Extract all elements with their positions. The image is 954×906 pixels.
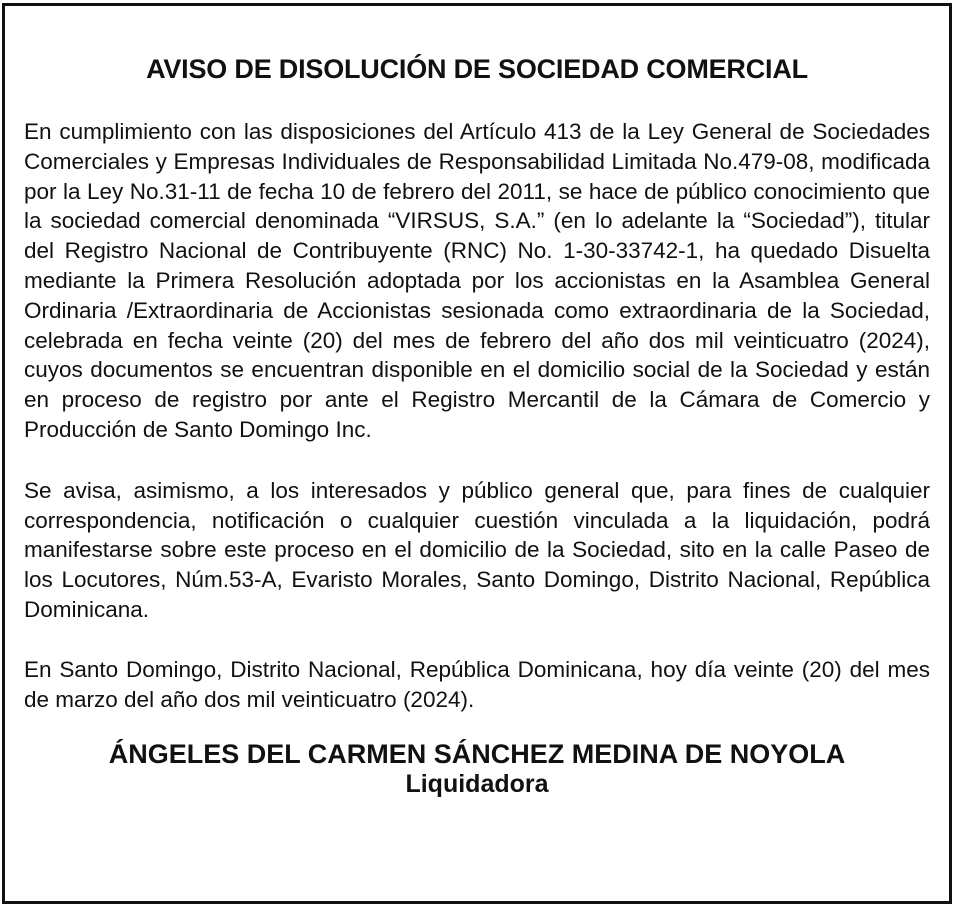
signatory-name: ÁNGELES DEL CARMEN SÁNCHEZ MEDINA DE NOYOLA	[108, 739, 846, 770]
paragraph-contact: Se avisa, asimismo, a los interesados y público general que, para fines de cualquier correspondencia, notificación o cualquier cuestión vinculada a la liquidación, podrá manifestarse sobre este proceso en el domicilio de la Sociedad, sito en la calle Paseo de los Locutores, Núm.53-A, Evaristo Morales, Santo Domingo, Distrito Nacional, República Dominicana.	[24, 477, 930, 622]
signature-block	[24, 738, 930, 798]
paragraph-date: En Santo Domingo, Distrito Nacional, República Dominicana, hoy día veinte (20) del mes de marzo del año dos mil veinticuatro (2024).	[24, 656, 930, 712]
signatory-role: Liquidadora	[405, 770, 549, 799]
notice-title: AVISO DE DISOLUCIÓN DE SOCIEDAD COMERCIAL	[146, 54, 808, 84]
notice-border	[2, 3, 952, 904]
paragraph-dissolution: En cumplimiento con las disposiciones del Artículo 413 de la Ley General de Sociedades Comerciales y Empresas Individuales de Responsabilidad Limitada No.479-08, modificada por la Ley No.31-11 de fecha 10 de febrero del 2011, se hace de público conocimiento que la sociedad comercial denominada “VIRSUS, S.A.” (en lo adelante la “Sociedad”), titular del Registro Nacional de Contribuyente (RNC) No. 1-30-33742-1, ha quedado Disuelta mediante la Primera Resolución adoptada por los accionistas en la Asamblea General Ordinaria /Extraordinaria de Accionistas sesionada como extraordinaria de la Sociedad, celebrada en fecha veinte (20) del mes de febrero del año dos mil veinticuatro (2024), cuyos documentos se encuentran disponible en el domicilio social de la Sociedad y están en proceso de registro por ante el Registro Mercantil de la Cámara de Comercio y Producción de Santo Domingo Inc.	[24, 119, 930, 442]
notice-body	[24, 49, 930, 798]
